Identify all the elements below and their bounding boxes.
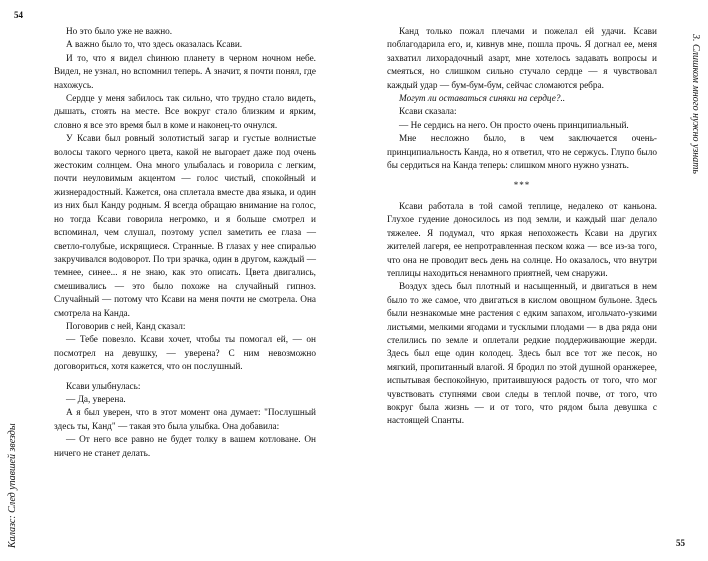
page-number-right: 55 xyxy=(676,538,685,548)
running-title-right: 3. Слишком много нужно узнать xyxy=(690,34,701,174)
paragraph-italic: Могут ли оставаться синяки на сердце?.. xyxy=(399,94,566,105)
running-title-left: Калазс: След упавшей звезды xyxy=(7,423,18,548)
paragraph: Ксави улыбнулась: xyxy=(66,381,141,392)
paragraph: И то, что я видел chинюю планету в черном ночном небе. Видел, не узнал, но вспомнил теперь. А значит, я почти понял, где нахожусь. xyxy=(54,53,316,91)
paragraph: У Ксави был ровный золотистый загар и густые волнистые волосы такого черного цвета, какой не выгорает даже под очень жестоким солнцем. Она много улыбалась и говорила с легким, почти неуловимым акцентом — голос чистый, спокойный и жизнерадостный. Кажется, она сплетала вместе два языка, и один из них был Канду родным. Я всегда обращаю внимание на голос, но тогда Ксави говорила негромко, и я больше смотрел и вспоминал, чем слушал, поэтому успел заметить ее глаза — светло-голубые, искрящиеся. Странные. В глазах у нее спиралью закручивался водоворот. По три зрачка, один в другом, каждый — темнее, синее... я не знаю, как это описать. Цвета двигались, смешивались — это было похоже на случайный гипноз. Случайный — потому что Ксави на меня почти не смотрела. Она смотрела на Канда. xyxy=(54,134,316,319)
page-number-left: 54 xyxy=(14,10,23,20)
paragraph: Поговорив с ней, Канд сказал: xyxy=(66,321,186,332)
paragraph: Канд только пожал плечами и пожелал ей удачи. Ксави поблагодарила его, и, кивнув мне, пошла прочь. Я догнал ее, меня захватил лихорадочный азарт, мне хотелось задавать вопросы и смеяться, но слишком сильно стучало сердце — я чувствовал каждый удар — бум-бум-бум, сейчас сломаются ребра. xyxy=(387,27,657,91)
paragraph: Но это было уже не важно. xyxy=(66,27,173,37)
paragraph: — Не сердись на него. Он просто очень принципиальный. xyxy=(399,120,629,131)
right-page-text xyxy=(387,26,657,429)
paragraph: Сердце у меня забилось так сильно, что трудно стало видеть, дышать, стоять на месте. Все вокруг стало близким и ярким, словно я все это время был в коме и наконец-то очнулся. xyxy=(54,94,316,131)
paragraph: Ксави работала в той самой теплице, недалеко от каньона. Глухое гудение доносилось из под земли, и каждый шаг делало тяжелее. Я подумал, что яркая непохожесть Ксави на других жителей лагеря, ее непротравленная песком кожа — все из-за того, что она не проводит весь день на солнце. Но оказалось, что внутри теплицы находиться ненамного приятней, чем снаружи. xyxy=(387,201,657,279)
paragraph: — Да, уверена. xyxy=(66,394,126,405)
paragraph: — Тебе повезло. Ксави хочет, чтобы ты помогал ей, — он посмотрел на девушку, — уверена? С ним невозможно договориться, хотя кажется, что он послушный. xyxy=(54,335,316,373)
paragraph: А я был уверен, что в этот момент она думает: "Послушный здесь ты, Канд" — такая это была улыбка. Она добавила: xyxy=(54,408,316,432)
section-separator: *** xyxy=(513,180,531,191)
paragraph: А важно было то, что здесь оказалась Ксави. xyxy=(66,40,243,51)
paragraph: Воздух здесь был плотный и насыщенный, и двигаться в нем было то же самое, что двигаться в кислом овощном бульоне. Здесь были незнакомые мне растения с едким запахом, игольчато-узкими листьями, мелкими ягодами и тусклыми плодами — в два ряда они стелились по земле и оплетали редкие поддерживающие жерди. Здесь был еще один колодец. Здесь был все тот же песок, но мягкий, пропитанный влагой. Я бродил по этой душной оранжерее, испытывая беспокойную, притаившуюся радость от того, что мог чувствовать ступнями свои следы в теплой почве, от того, что вокруг была жизнь — и от того, что рядом была девушка с настоящей Спанты. xyxy=(387,282,657,427)
paragraph: — От него все равно не будет толку в вашем котловане. Он ничего не станет делать. xyxy=(54,435,316,459)
left-page-text xyxy=(54,26,316,461)
paragraph: Мне несложно было, в чем заключается очень-принципиальность Канда, но я ответил, что не сержусь. Глупо было бы сердиться на Канда теперь: слишком много нужно узнать. xyxy=(387,134,657,172)
paragraph: Ксави сказала: xyxy=(399,107,457,118)
